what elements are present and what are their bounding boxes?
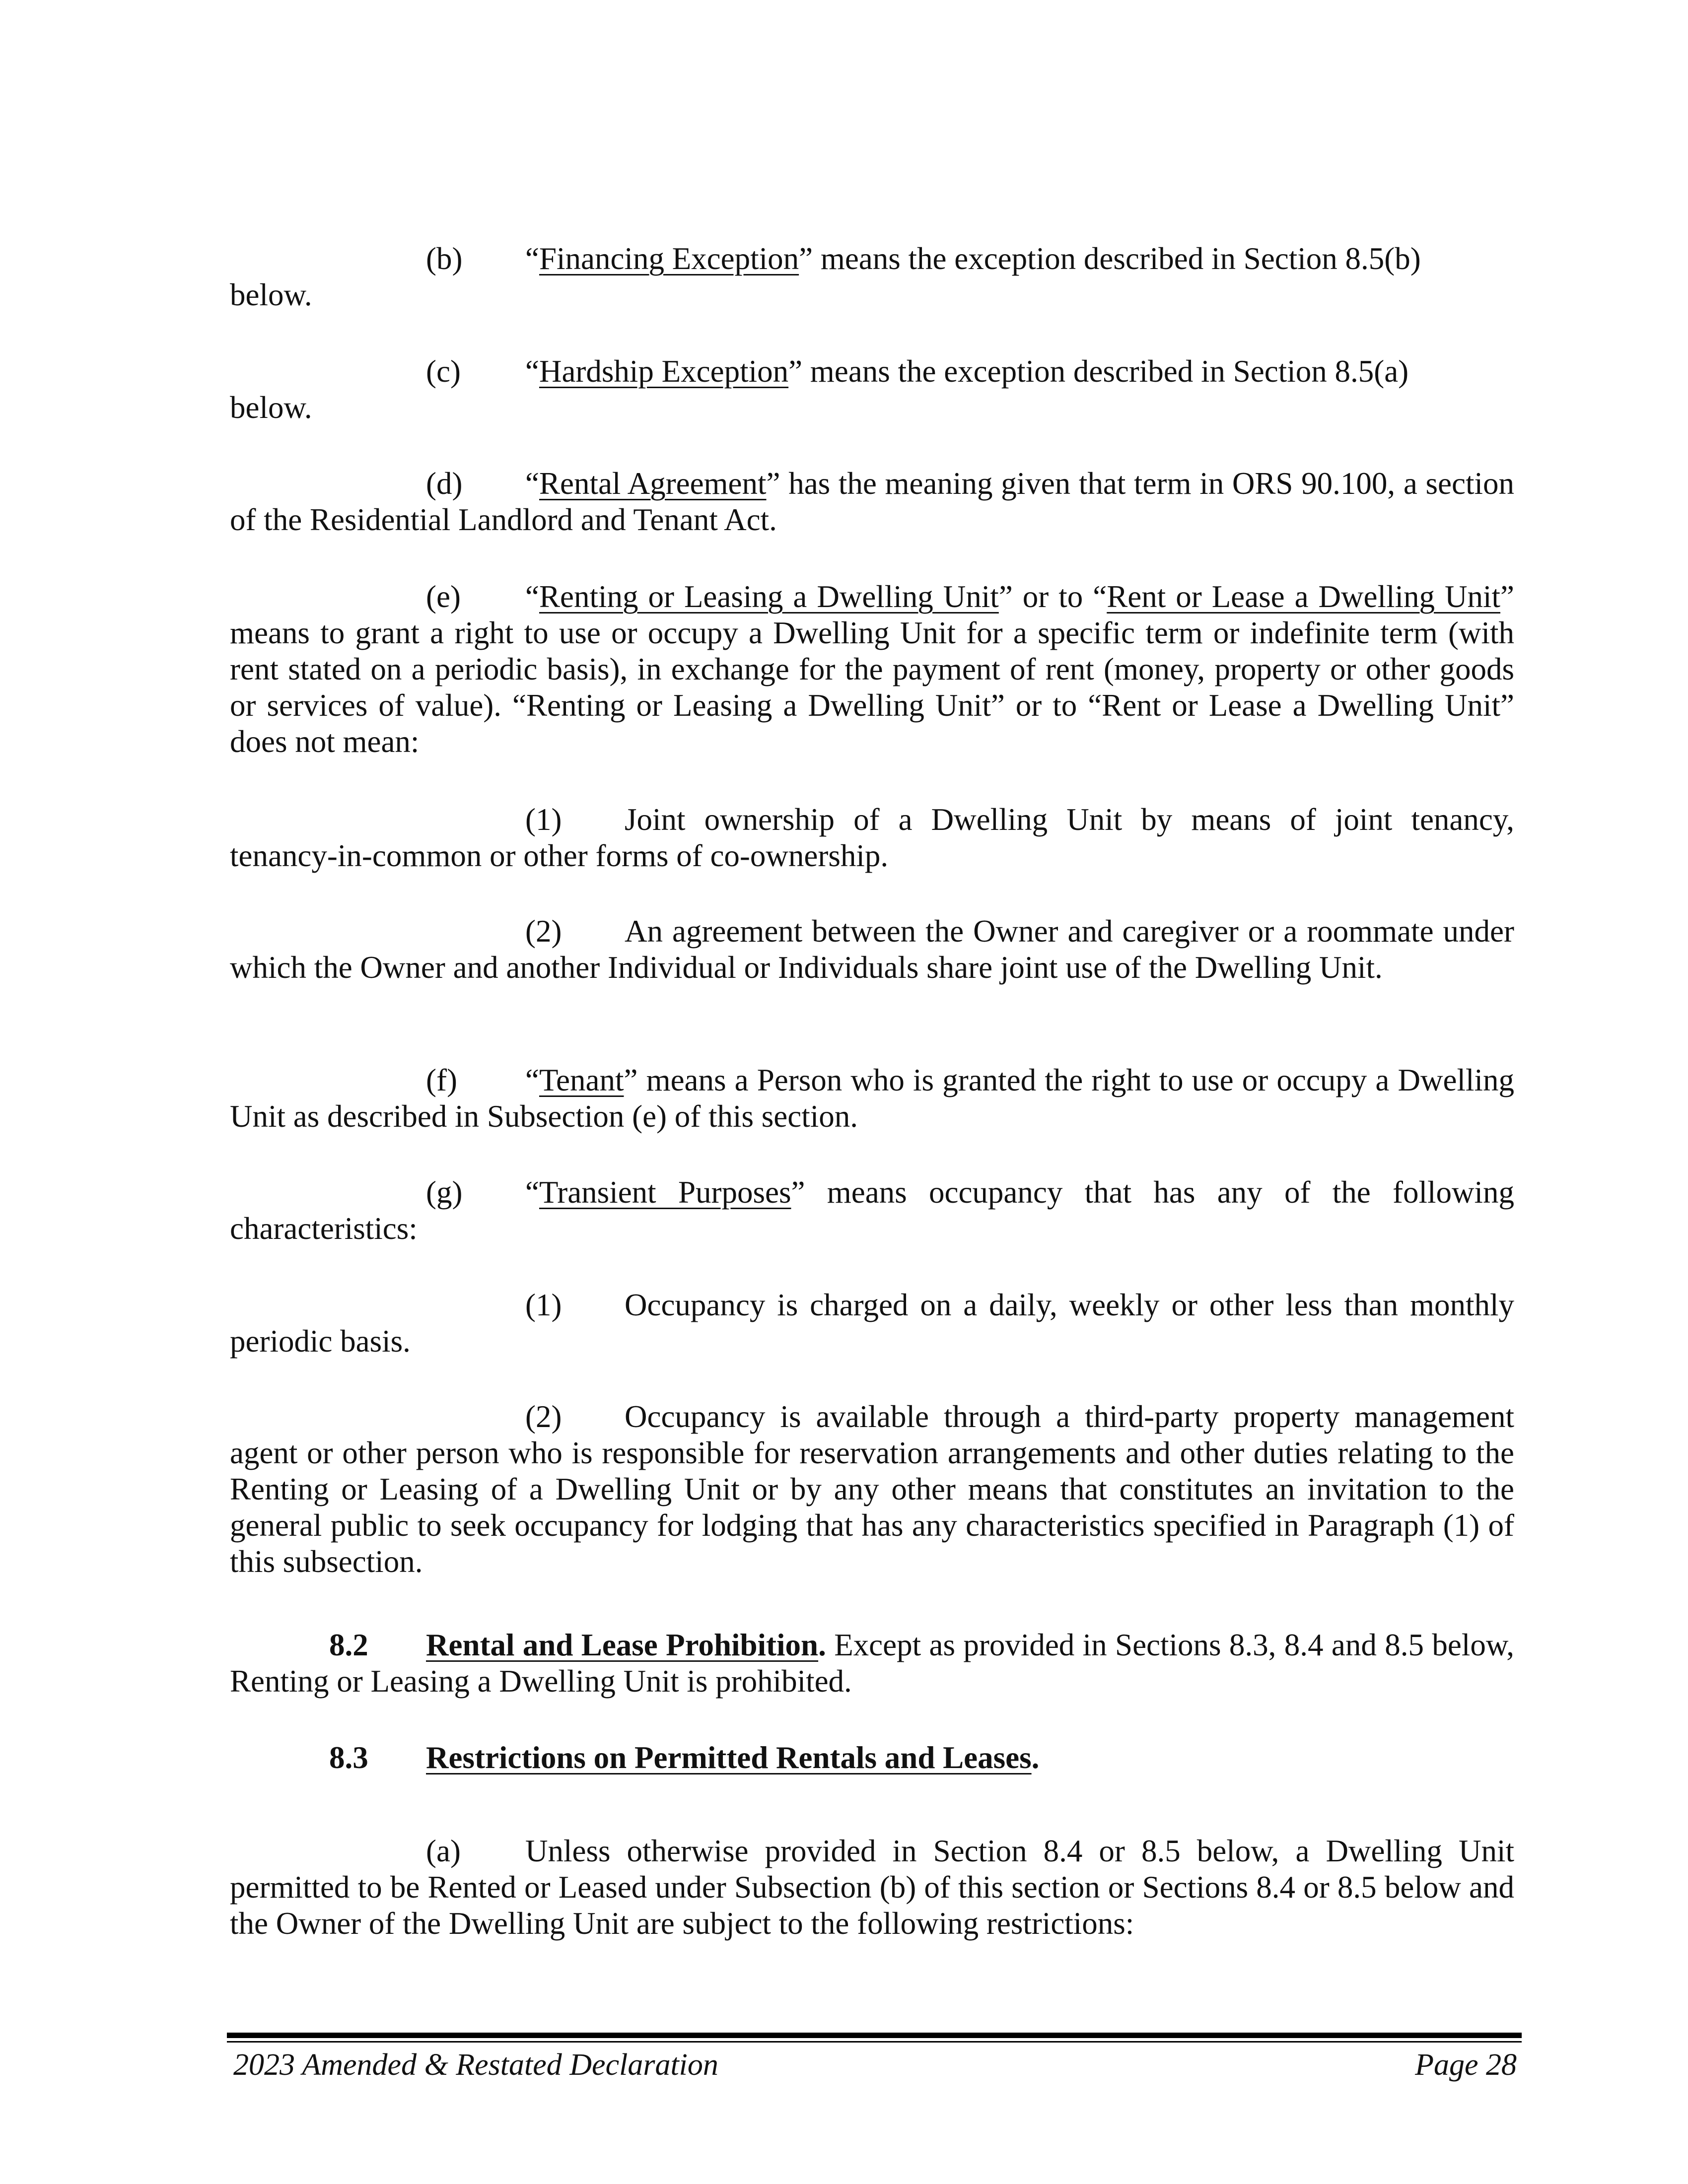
section-8-2 xyxy=(230,1627,1514,1700)
section-8-3-title: Restrictions on Permitted Rentals and Leases xyxy=(426,1740,1032,1775)
definition-f: (f) “Tenant” means a Person who is granted the right to use or occupy a Dwelling Unit as described in Subsection (e) of this section. xyxy=(230,1063,1514,1134)
definition-c-below: below. xyxy=(230,390,312,425)
definition-c-label: (c) xyxy=(426,354,461,389)
section-8-2-period: . xyxy=(818,1628,826,1662)
footer-rule-thin xyxy=(227,2041,1522,2043)
definition-g-1-text: Occupancy is charged on a daily, weekly or other less than monthly periodic basis. xyxy=(230,1288,1514,1359)
definition-b: (b) “Financing Exception” means the exception described in Section 8.5(b) below. xyxy=(230,241,1421,312)
definition-b-term: Financing Exception xyxy=(539,241,799,276)
definition-g-text: ” means occupancy that has any of the following characteristics: xyxy=(230,1175,1514,1246)
definition-b-text: ” means the exception described in Section 8.5(b) xyxy=(799,241,1421,276)
definition-f-text: ” means a Person who is granted the right to use or occupy a Dwelling Unit as described in Subsection (e) of this section. xyxy=(230,1063,1514,1134)
definition-b-below: below. xyxy=(230,277,312,312)
definition-e-1-label: (1) xyxy=(525,802,562,837)
definition-g-label: (g) xyxy=(426,1175,463,1210)
definition-e-term-1: Renting or Leasing a Dwelling Unit xyxy=(539,579,999,614)
definition-c-text: ” means the exception described in Section 8.5(a) xyxy=(788,354,1409,389)
definition-e-2-text: An agreement between the Owner and caregiver or a roommate under which the Owner and another Individual or Individuals share joint use of the Dwelling Unit. xyxy=(230,914,1514,985)
definition-f-label: (f) xyxy=(426,1063,457,1097)
section-8-3-number: 8.3 xyxy=(329,1740,368,1775)
footer-rule-thick xyxy=(227,2033,1522,2038)
section-8-2-number: 8.2 xyxy=(329,1628,368,1662)
section-8-3-period: . xyxy=(1031,1740,1040,1775)
section-8-3-a-label: (a) xyxy=(426,1834,461,1868)
definition-b-label: (b) xyxy=(426,241,463,276)
definition-g-2 xyxy=(230,1399,1514,1580)
section-8-3-a xyxy=(230,1833,1514,1942)
definition-g: (g) “Transient Purposes” means occupancy that has any of the following characteristics: xyxy=(230,1175,1514,1246)
footer-page-number: Page 28 xyxy=(1415,2048,1517,2082)
definition-e-mid: ” or to “ xyxy=(998,579,1107,614)
definition-c-term: Hardship Exception xyxy=(539,354,789,389)
definition-e-1 xyxy=(230,802,1514,874)
definition-c: (c) “Hardship Exception” means the exception described in Section 8.5(a) below. xyxy=(230,354,1409,425)
definition-e-term-2: Rent or Lease a Dwelling Unit xyxy=(1107,579,1501,614)
definition-e-2-label: (2) xyxy=(525,914,562,949)
definition-g-2-label: (2) xyxy=(525,1399,562,1434)
definition-e: (e) “Renting or Leasing a Dwelling Unit” or to “Rent or Lease a Dwelling Unit” means to grant a right to use or occupy a Dwelling Unit for a specific term or indefinite term (with rent stated on a periodic basis), in exchange for the payment of rent (money, property or other goods or services of value). “Renting or Leasing a Dwelling Unit” or to “Rent or Lease a Dwelling Unit” does not mean: xyxy=(230,579,1514,759)
definition-e-1-text: Joint ownership of a Dwelling Unit by means of joint tenancy, tenancy-in-common or other forms of co-ownership. xyxy=(230,802,1514,873)
definition-g-2-text: Occupancy is available through a third-party property management agent or other person who is responsible for reservation arrangements and other duties relating to the Renting or Leasing of a Dwelling Unit or by any other means that constitutes an invitation to the general public to seek occupancy for lodging that has any characteristics specified in Paragraph (1) of this subsection. xyxy=(230,1399,1514,1579)
footer-title: 2023 Amended & Restated Declaration xyxy=(233,2048,718,2082)
definition-g-1 xyxy=(230,1287,1514,1360)
definition-d-term: Rental Agreement xyxy=(539,466,767,501)
definition-g-term: Transient Purposes xyxy=(539,1175,791,1210)
definition-d-label: (d) xyxy=(426,466,463,501)
definition-e-label: (e) xyxy=(426,579,461,614)
section-8-3-a-text: Unless otherwise provided in Section 8.4 or 8.5 below, a Dwelling Unit permitted to be Rented or Leased under Subsection (b) of this section or Sections 8.4 or 8.5 below and the Owner of the Dwelling Unit are subject to the following restrictions: xyxy=(230,1834,1514,1941)
section-8-2-title: Rental and Lease Prohibition xyxy=(426,1628,819,1662)
definition-d-text: ” has the meaning given that term in ORS 90.100, a section of the Residential Landlord and Tenant Act. xyxy=(230,466,1514,537)
definition-e-2 xyxy=(230,913,1514,986)
section-8-2-text: Except as provided in Sections 8.3, 8.4 and 8.5 below, Renting or Leasing a Dwelling Unit is prohibited. xyxy=(230,1628,1514,1699)
definition-e-text: ” means to grant a right to use or occupy a Dwelling Unit for a specific term or indefinite term (with rent stated on a periodic basis), in exchange for the payment of rent (money, property or other goods or services of value). “Renting or Leasing a Dwelling Unit” or to “Rent or Lease a Dwelling Unit” does not mean: xyxy=(230,579,1514,759)
section-8-3-heading xyxy=(230,1740,1514,1776)
definition-f-term: Tenant xyxy=(539,1063,624,1097)
definition-d: (d) “Rental Agreement” has the meaning given that term in ORS 90.100, a section of the Residential Landlord and Tenant Act. xyxy=(230,466,1514,537)
definition-g-1-label: (1) xyxy=(525,1288,562,1322)
